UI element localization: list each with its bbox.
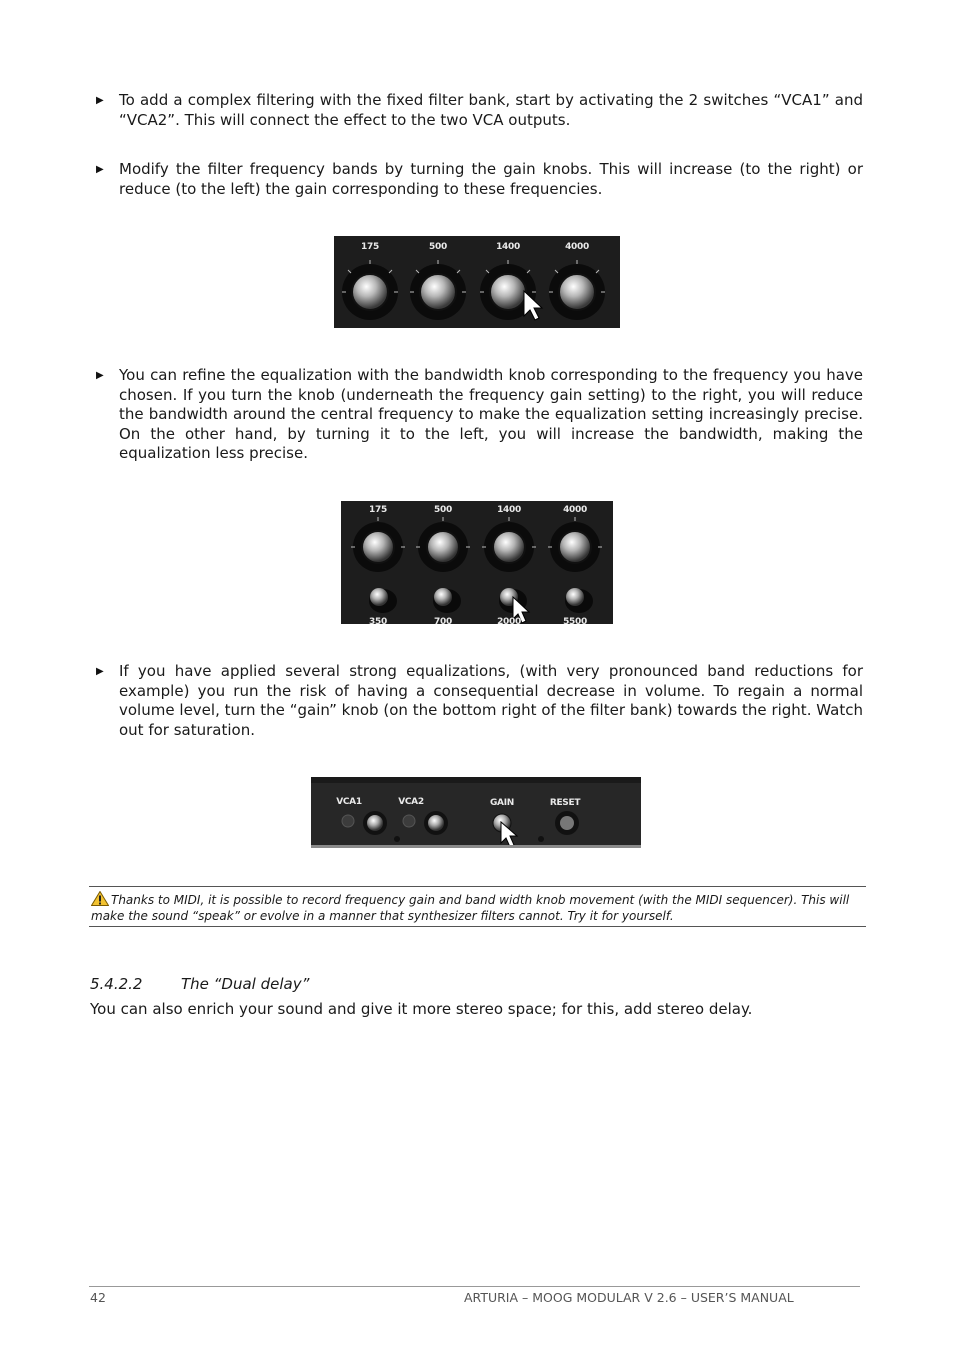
bullet-arrow-icon: ▶ [96,370,104,381]
footer-divider [89,1286,860,1287]
footer-title: ARTURIA – MOOG MODULAR V 2.6 – USER’S MANUAL [464,1290,794,1305]
knob-panel-graphic [341,501,613,624]
bullet-arrow-icon: ▶ [96,95,104,106]
knob-gain-175 [353,522,403,572]
bullet-item [96,662,863,740]
knob-label: 350 [369,617,387,624]
midi-note [89,886,866,927]
filter-gain-knobs-image [334,236,620,328]
knob-label: 500 [429,242,447,252]
bullet-arrow-icon: ▶ [96,164,104,175]
bullet-text: You can refine the equalization with the bandwidth knob corresponding to the frequency you have chosen. If you turn the knob (underneath the frequency gain setting) to the right, you will reduce the bandwidth around the central frequency to make the equalization setting increasingly precise. On the other hand, by turning it to the left, you will increase the bandwidth, making the equalization less precise. [119,366,863,462]
bullet-item [96,91,863,130]
bullet-text: To add a complex filtering with the fixed filter bank, start by activating the 2 switches “VCA1” and “VCA2”. This will connect the effect to the two VCA outputs. [119,91,863,129]
knob-label: 4000 [563,505,587,515]
knob-label: 4000 [565,242,589,252]
bullet-item [96,366,863,464]
knob-label: 175 [369,505,387,515]
vca-panel-graphic [311,777,641,848]
knob-label: 1400 [497,505,521,515]
bullet-item [96,160,863,199]
vca2-label: VCA2 [398,797,424,807]
bullet-text: Modify the filter frequency bands by turning the gain knobs. This will increase (to the right) or reduce (to the left) the gain corresponding to these frequencies. [119,160,863,198]
filter-bandwidth-knobs-image [341,501,613,624]
vca-gain-reset-image [311,777,641,848]
page-number: 42 [90,1290,106,1305]
knob-label: 5500 [563,617,587,624]
knob-label: 175 [361,242,379,252]
section-title: The “Dual delay” [181,975,310,993]
bullet-text: If you have applied several strong equalizations, (with very pronounced band reductions for example) you run the risk of having a consequential decrease in volume. To regain a normal volume level, turn the “gain” knob (on the bottom right of the filter bank) towards the right. Watch out for saturation. [119,662,863,739]
knob-gain-500 [418,522,468,572]
reset-label: RESET [549,798,581,808]
knob-label: 700 [434,617,452,624]
knob-gain-4000 [550,522,600,572]
section-number: 5.4.2.2 [90,975,143,993]
body-paragraph: You can also enrich your sound and give it more stereo space; for this, add stereo delay. [90,1000,753,1018]
bullet-arrow-icon: ▶ [96,666,104,677]
knob-label: 1400 [496,242,520,252]
knob-label: 2000 [497,617,521,624]
vca1-label: VCA1 [336,797,362,807]
warning-icon [91,891,109,906]
knob-gain-1400 [484,522,534,572]
note-text: Thanks to MIDI, it is possible to record frequency gain and band width knob movement (with the MIDI sequencer). This will make the sound “speak” or evolve in a manner that synthesizer filters cannot. Try it for yourself. [91,893,850,923]
knob-label: 500 [434,505,452,515]
gain-label: GAIN [489,798,515,808]
